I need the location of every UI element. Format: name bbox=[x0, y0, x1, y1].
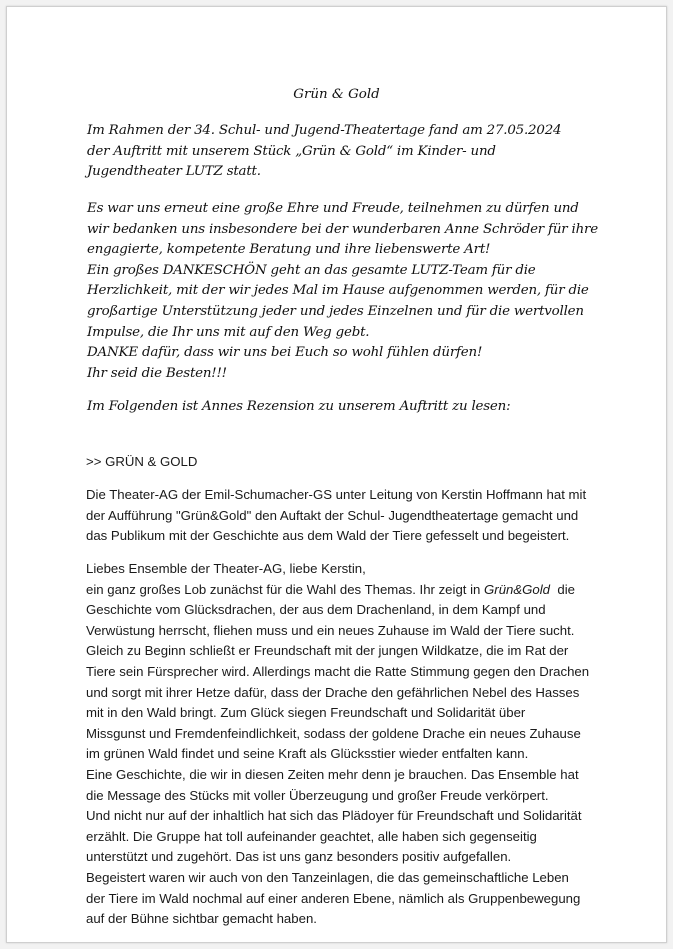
text-line: Liebes Ensemble der Theater-AG, liebe Kerstin, bbox=[86, 561, 366, 576]
text-line: Geschichte vom Glücksdrachen, der aus dem Drachenland, in dem Kampf und bbox=[86, 602, 546, 618]
document-page bbox=[6, 6, 667, 943]
text-line: unterstützt und zugehört. Das ist uns ganz besonders positiv aufgefallen. bbox=[86, 849, 512, 865]
letter-paragraph-3 bbox=[87, 397, 510, 418]
text-line: Begeistert waren wir auch von den Tanzeinlagen, die das gemeinschaftliche Leben bbox=[86, 869, 569, 885]
text-line: Und nicht nur auf der inhaltlich hat sich das Plädoyer für Freundschaft und Solidarität bbox=[86, 808, 582, 824]
document-title: Grün & Gold bbox=[293, 87, 380, 102]
text-line: engagierte, kompetente Beratung und ihre liebenswerte Art! bbox=[87, 242, 491, 258]
text-line: der Tiere im Wald nochmal auf einer anderen Ebene, nämlich als Gruppenbewegung bbox=[86, 890, 581, 906]
review-body bbox=[86, 559, 589, 930]
text-line: auf der Bühne sichtbar gemacht haben. bbox=[86, 911, 317, 927]
text-line: Ein großes DANKESCHÖN geht an das gesamte LUTZ-Team für die bbox=[87, 262, 536, 278]
text-line: Im Folgenden ist Annes Rezension zu unserem Auftritt zu lesen: bbox=[87, 399, 511, 414]
play-title-italic: Grün&Gold bbox=[484, 581, 551, 597]
text-line: Ihr seid die Besten!!! bbox=[87, 365, 227, 381]
text-line: großartige Unterstützung jeder und jedes Einzelnen und für die wertvollen bbox=[87, 303, 584, 319]
text-line: Impulse, die Ihr uns mit auf den Weg gebt. bbox=[87, 324, 370, 340]
text-line: Missgunst und Fremdenfeindlichkeit, sodass der goldene Drache ein neues Zuhause bbox=[86, 725, 581, 741]
text-line: mit in den Wald bringt. Zum Glück siegen Freundschaft und Solidarität über bbox=[86, 705, 526, 721]
text-line: Eine Geschichte, die wir in diesen Zeiten mehr denn je brauchen. Das Ensemble hat bbox=[86, 766, 579, 782]
text-span: die bbox=[550, 581, 575, 597]
review-heading bbox=[86, 452, 197, 473]
review-intro bbox=[86, 485, 586, 547]
text-line: das Publikum mit der Geschichte aus dem Wald der Tiere gefesselt und begeistert. bbox=[86, 528, 570, 544]
letter-paragraph-2 bbox=[87, 199, 598, 384]
letter-paragraph-1 bbox=[87, 121, 561, 183]
text-line: und sorgt mit ihrer Hetze dafür, dass der Drache den gefährlichen Nebel des Hasses bbox=[86, 684, 580, 700]
text-line: der Auftritt mit unserem Stück „Grün & Gold“ im Kinder- und bbox=[87, 143, 496, 159]
text-line: Die Theater-AG der Emil-Schumacher-GS unter Leitung von Kerstin Hoffmann hat mit bbox=[86, 487, 587, 502]
text-span: ein ganz großes Lob zunächst für die Wahl des Themas. Ihr zeigt in bbox=[86, 581, 485, 597]
text-line: der Aufführung "Grün&Gold" den Auftakt der Schul- Jugendtheatertage gemacht und bbox=[86, 507, 579, 523]
text-line: wir bedanken uns insbesondere bei der wunderbaren Anne Schröder für ihre bbox=[87, 221, 598, 237]
heading-text: >> GRÜN & GOLD bbox=[86, 454, 198, 469]
text-line: Verwüstung herrscht, fliehen muss und ein neues Zuhause im Wald der Tiere sucht. bbox=[86, 622, 575, 638]
text-line: Es war uns erneut eine große Ehre und Freude, teilnehmen zu dürfen und bbox=[87, 201, 579, 216]
text-line: Tiere sein Fürsprecher wird. Allerdings macht die Ratte Stimmung gegen den Drachen bbox=[86, 663, 590, 679]
text-line: die Message des Stücks mit voller Überzeugung und großer Freude verkörpert. bbox=[86, 787, 549, 803]
text-line: erzählt. Die Gruppe hat toll aufeinander geachtet, alle haben sich gegenseitig bbox=[86, 828, 537, 844]
text-line bbox=[86, 580, 589, 601]
text-line: Herzlichkeit, mit der wir jedes Mal im Hause aufgenommen werden, für die bbox=[87, 283, 589, 299]
text-line: Im Rahmen der 34. Schul- und Jugend-Theatertage fand am 27.05.2024 bbox=[87, 123, 562, 138]
text-line: DANKE dafür, dass wir uns bei Euch so wohl fühlen dürfen! bbox=[87, 345, 483, 361]
text-line: Gleich zu Beginn schließt er Freundschaft mit der jungen Wildkatze, die im Rat der bbox=[86, 643, 569, 659]
text-line: Jugendtheater LUTZ statt. bbox=[87, 164, 261, 180]
text-line: im grünen Wald findet und seine Kraft als Glücksstier wieder entfalten kann. bbox=[86, 746, 529, 762]
